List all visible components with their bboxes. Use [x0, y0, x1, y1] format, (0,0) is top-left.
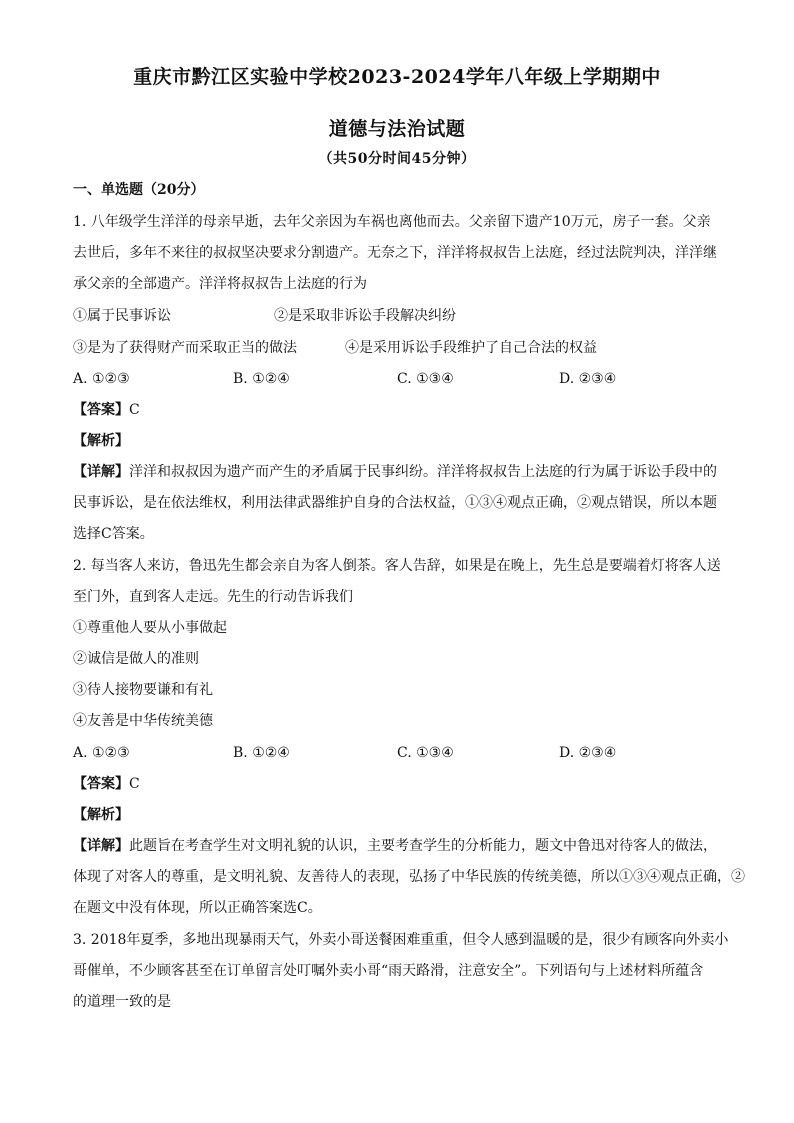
q2-option-a: A. ①②③ — [73, 745, 130, 761]
q1-option-b: B. ①②④ — [233, 371, 290, 387]
q2-statement-4: ④友善是中华传统美德 — [73, 713, 213, 729]
q2-stem-line: 至门外，直到客人走远。先生的行动告诉我们 — [73, 589, 353, 605]
q2-answer — [73, 774, 140, 794]
q1-stem-line: 1. 八年级学生洋洋的母亲早逝，去年父亲因为车祸也离他而去。父亲留下遗产10万元，房子一套。父亲 — [73, 214, 711, 230]
q1-detail-line — [73, 462, 717, 482]
q2-detail-line — [73, 836, 717, 856]
q2-analysis-label: 【解析】 — [73, 807, 129, 823]
q3-stem-line: 哥催单，不少顾客甚至在订单留言处叮嘱外卖小哥“雨天路滑，注意安全”。下列语句与上述材料所蕴含 — [73, 963, 704, 979]
q2-statement-2: ②诚信是做人的准则 — [73, 651, 199, 667]
q1-detail-line: 选择C答案。 — [73, 526, 154, 542]
q1-statement-4: ④是采用诉讼手段维护了自己合法的权益 — [345, 340, 597, 356]
q3-stem-line: 3. 2018年夏季，多地出现暴雨天气，外卖小哥送餐困难重重，但令人感到温暖的是，很少有顾客向外卖小 — [73, 932, 729, 948]
section-heading: 一、单选题（20分） — [73, 182, 205, 198]
q2-detail-line: 在题文中没有体现，所以正确答案选C。 — [73, 900, 322, 916]
q2-option-b: B. ①②④ — [233, 745, 290, 761]
answer-label: 【答案】 — [73, 402, 129, 418]
q2-statement-1: ①尊重他人要从小事做起 — [73, 620, 227, 636]
q1-detail-line: 民事诉讼，是在依法维权，利用法律武器维护自身的合法权益，①③④观点正确，②观点错误，所以本题 — [73, 495, 717, 511]
answer-label: 【答案】 — [73, 776, 129, 792]
q1-statement-1: ①属于民事诉讼 — [73, 308, 171, 324]
answer-value: C — [129, 776, 140, 792]
exam-info: （共50分时间45分钟） — [318, 151, 476, 167]
q1-option-d: D. ②③④ — [559, 371, 617, 387]
q1-statement-2: ②是采取非诉讼手段解决纠纷 — [274, 308, 456, 324]
q2-option-d: D. ②③④ — [559, 745, 617, 761]
detail-label: 【详解】 — [73, 464, 129, 480]
q2-option-c: C. ①③④ — [397, 745, 454, 761]
document-title: 重庆市黔江区实验中学校2023-2024学年八年级上学期期中 — [133, 66, 661, 88]
detail-text: 此题旨在考查学生对文明礼貌的认识，主要考查学生的分析能力，题文中鲁迅对待客人的做法， — [129, 838, 717, 854]
q3-stem-line: 的道理一致的是 — [73, 994, 171, 1010]
detail-text: 洋洋和叔叔因为遗产而产生的矛盾属于民事纠纷。洋洋将叔叔告上法庭的行为属于诉讼手段中的 — [129, 464, 717, 480]
q1-option-a: A. ①②③ — [73, 371, 130, 387]
detail-label: 【详解】 — [73, 838, 129, 854]
q1-stem-line: 去世后，多年不来往的叔叔坚决要求分割遗产。无奈之下，洋洋将叔叔告上法庭，经过法院判决，洋洋继 — [73, 245, 717, 261]
q1-option-c: C. ①③④ — [397, 371, 454, 387]
q1-answer — [73, 400, 140, 420]
q2-stem-line: 2. 每当客人来访，鲁迅先生都会亲自为客人倒茶。客人告辞，如果是在晚上，先生总是要端着灯将客人送 — [73, 558, 721, 574]
q1-stem-line: 承父亲的全部遗产。洋洋将叔叔告上法庭的行为 — [73, 276, 367, 292]
answer-value: C — [129, 402, 140, 418]
q2-detail-line: 体现了对客人的尊重，是文明礼貌、友善待人的表现，弘扬了中华民族的传统美德，所以①③④观点正确，② — [73, 869, 745, 885]
q1-analysis-label: 【解析】 — [73, 433, 129, 449]
q1-statement-3: ③是为了获得财产而采取正当的做法 — [73, 340, 297, 356]
document-subject: 道德与法治试题 — [328, 118, 466, 140]
q2-statement-3: ③待人接物要谦和有礼 — [73, 682, 213, 698]
